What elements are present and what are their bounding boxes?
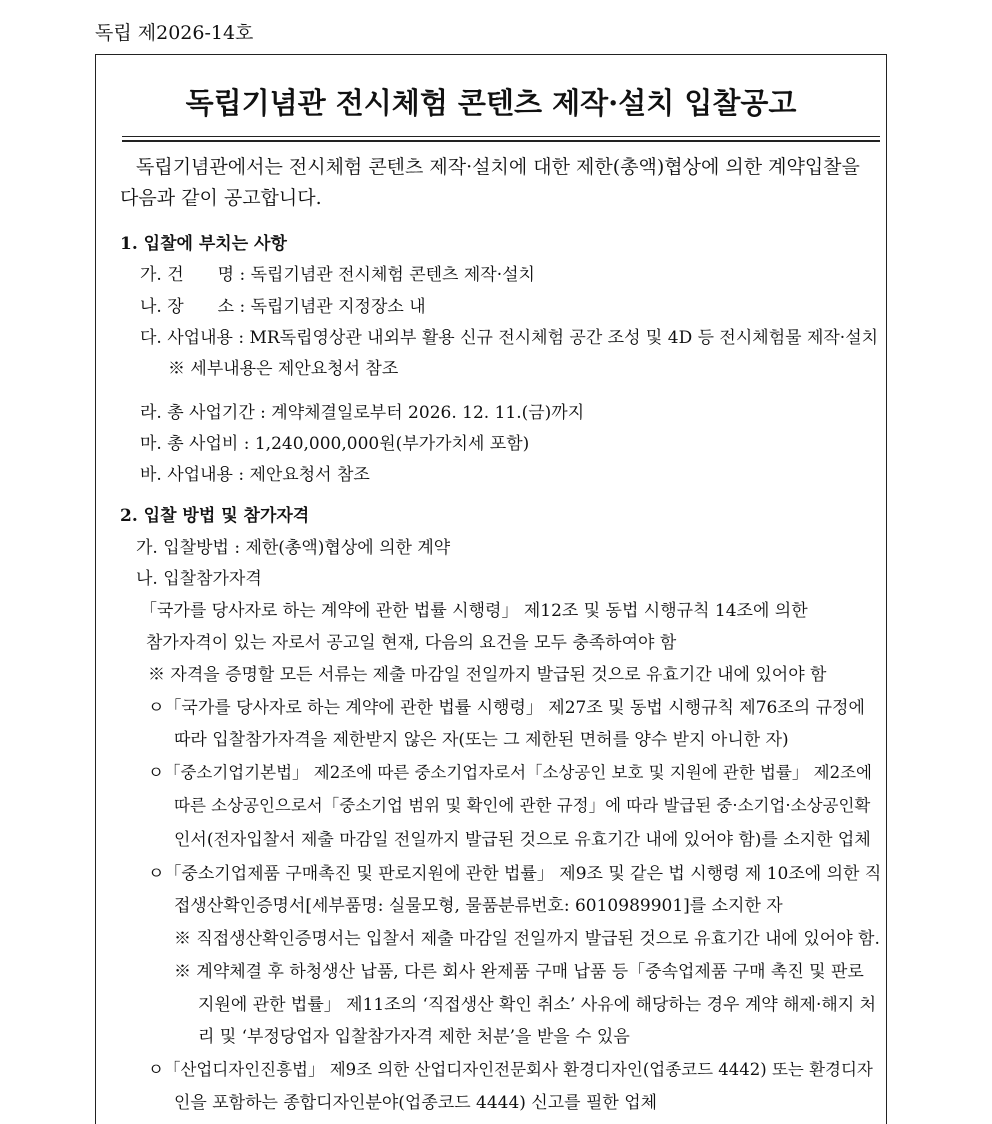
section-2-heading: 2. 입찰 방법 및 참가자격 xyxy=(120,506,310,526)
qual-line: 참가자격이 있는 자로서 공고일 현재, 다음의 요건을 모두 충족하여야 함 xyxy=(146,633,677,653)
qual-note: ※ 자격을 증명할 모든 서류는 제출 마감일 전일까지 발급된 것으로 유효기간 내에 있어야 함 xyxy=(148,665,827,685)
qual-note: ※ 계약체결 후 하청생산 납품, 다른 회사 완제품 구매 납품 등「중속업제품 구매 촉진 및 판로 xyxy=(174,962,864,982)
qual-line: 따른 소상공인으로서「중소기업 범위 및 확인에 관한 규정」에 따라 발급된 중·소기업·소상공인확 xyxy=(174,796,871,815)
qual-line: 접생산확인증명서[세부품명: 실물모형, 물품분류번호: 6010989901]를 소지한 자 xyxy=(174,896,783,916)
qual-line: 인서(전자입찰서 제출 마감일 전일까지 발급된 것으로 유효기간 내에 있어야 함)를 소지한 업체 xyxy=(174,830,871,850)
qual-bullet: ㅇ「산업디자인진흥법」 제9조 의한 산업디자인전문회사 환경디자인(업종코드 4442) 또는 환경디자 xyxy=(148,1060,873,1079)
section-1-item-budget: 마. 총 사업비 : 1,240,000,000원(부가가치세 포함) xyxy=(140,434,530,454)
section-1-item-scope: 바. 사업내용 : 제안요청서 참조 xyxy=(140,465,370,485)
section-1-item-period: 라. 총 사업기간 : 계약체결일로부터 2026. 12. 11.(금)까지 xyxy=(140,403,585,423)
intro-line-1: 독립기념관에서는 전시체험 콘텐츠 제작·설치에 대한 제한(총액)협상에 의한 계약입찰을 xyxy=(136,156,860,178)
qual-bullet: ㅇ「중소기업제품 구매촉진 및 판로지원에 관한 법률」 제9조 및 같은 법 시행령 제 10조에 의한 직 xyxy=(148,864,882,884)
document-number: 독립 제2026-14호 xyxy=(95,22,254,44)
title-divider-thick xyxy=(122,140,880,142)
qual-line: 리 및 ‘부정당업자 입찰참가자격 제한 처분’을 받을 수 있음 xyxy=(198,1027,630,1047)
qual-bullet: ㅇ「중소기업기본법」 제2조에 따른 중소기업자로서「소상공인 보호 및 지원에 관한 법률」 제2조에 xyxy=(148,763,872,782)
section-2-qual-heading: 나. 입찰참가자격 xyxy=(136,569,262,589)
notice-frame xyxy=(95,54,887,1124)
section-1-item-place: 나. 장 소 : 독립기념관 지정장소 내 xyxy=(140,297,426,317)
section-2-method: 가. 입찰방법 : 제한(총액)협상에 의한 계약 xyxy=(136,538,451,558)
notice-title: 독립기념관 전시체험 콘텐츠 제작·설치 입찰공고 xyxy=(185,86,797,120)
qual-line: 「국가를 당사자로 하는 계약에 관한 법률 시행령」 제12조 및 동법 시행규칙 14조에 의한 xyxy=(140,601,808,621)
section-1-note: ※ 세부내용은 제안요청서 참조 xyxy=(168,359,399,379)
qual-line: 인을 포함하는 종합디자인분야(업종코드 4444) 신고를 필한 업체 xyxy=(174,1093,658,1113)
section-1-item-name: 가. 건 명 : 독립기념관 전시체험 콘텐츠 제작·설치 xyxy=(140,265,535,285)
qual-line: 지원에 관한 법률」 제11조의 ‘직접생산 확인 취소’ 사유에 해당하는 경우 계약 해제·해지 처 xyxy=(198,995,877,1015)
title-divider xyxy=(122,136,880,137)
qual-note: ※ 직접생산확인증명서는 입찰서 제출 마감일 전일까지 발급된 것으로 유효기간 내에 있어야 함. xyxy=(174,929,880,949)
qual-line: 따라 입찰참가자격을 제한받지 않은 자(또는 그 제한된 면허를 양수 받지 아니한 자) xyxy=(174,730,789,750)
section-1-item-content: 다. 사업내용 : MR독립영상관 내외부 활용 신규 전시체험 공간 조성 및 4D 등 전시체험물 제작·설치 xyxy=(140,328,879,348)
qual-bullet: ㅇ「국가를 당사자로 하는 계약에 관한 법률 시행령」 제27조 및 동법 시행규칙 제76조의 규정에 xyxy=(148,698,865,718)
intro-line-2: 다음과 같이 공고합니다. xyxy=(120,187,322,209)
section-1-heading: 1. 입찰에 부치는 사항 xyxy=(120,234,287,254)
